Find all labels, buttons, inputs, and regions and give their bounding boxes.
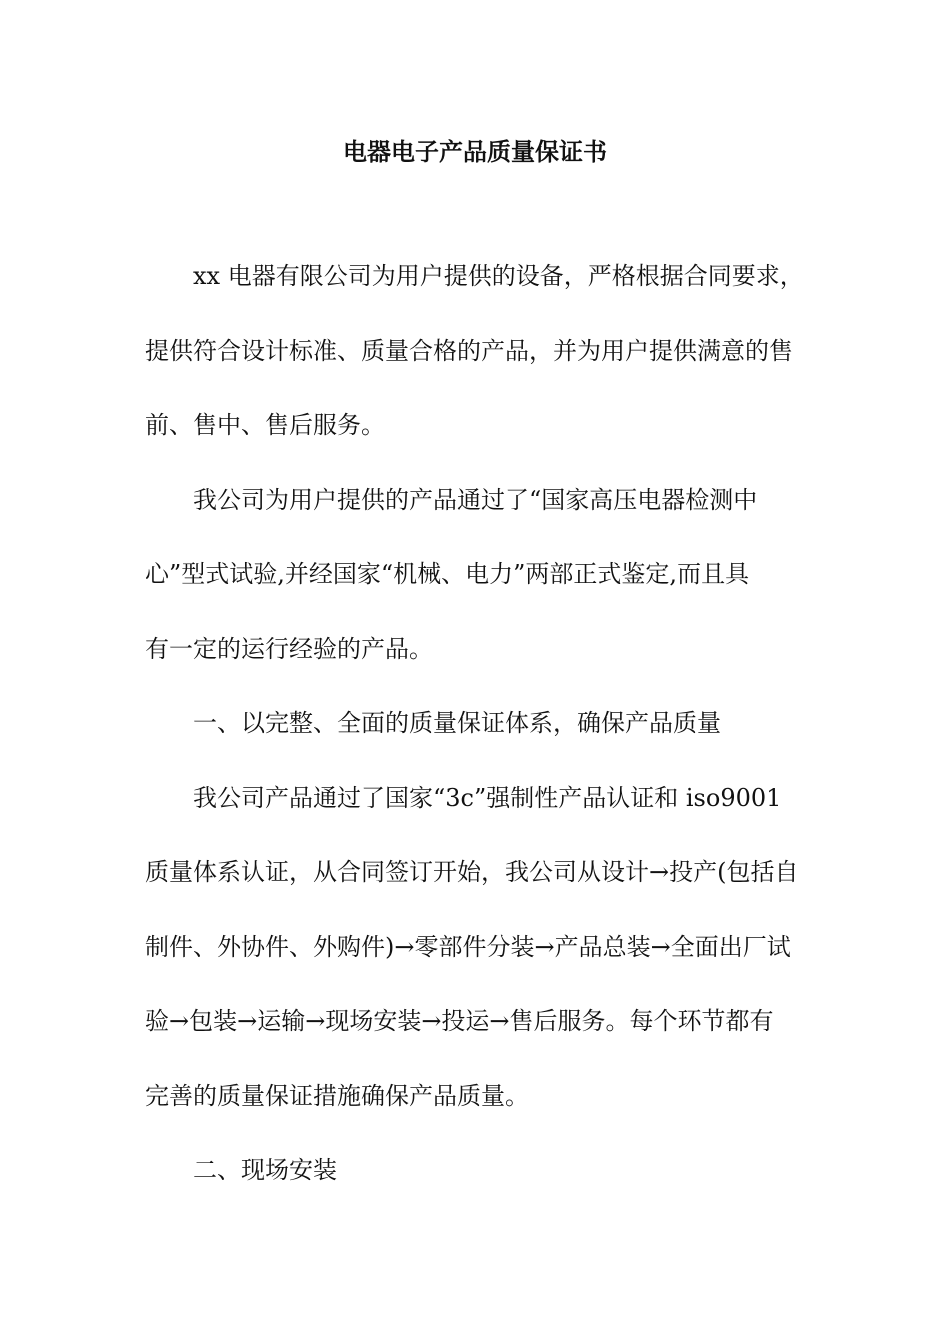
paragraph-1-line-1: xx 电器有限公司为用户提供的设备，严格根据合同要求， (193, 262, 804, 290)
paragraph-2-line-3: 有一定的运行经验的产品。 (145, 635, 433, 663)
paragraph-2-line-2: 心”型式试验,并经国家“机械、电力”两部正式鉴定,而且具 (145, 560, 750, 588)
paragraph-3-line-2: 质量体系认证，从合同签订开始，我公司从设计→投产(包括自 (145, 858, 799, 886)
paragraph-3-line-3: 制件、外协件、外购件)→零部件分装→产品总装→全面出厂试 (145, 933, 791, 961)
section-heading-2: 二、现场安装 (193, 1156, 337, 1184)
paragraph-3-line-1: 我公司产品通过了国家“3c”强制性产品认证和 iso9001 (193, 784, 782, 812)
paragraph-1-line-3: 前、售中、售后服务。 (145, 411, 385, 439)
section-heading-1: 一、以完整、全面的质量保证体系，确保产品质量 (193, 709, 721, 737)
paragraph-1-line-2: 提供符合设计标准、质量合格的产品，并为用户提供满意的售 (145, 337, 793, 365)
paragraph-3-line-4: 验→包装→运输→现场安装→投运→售后服务。每个环节都有 (145, 1007, 774, 1035)
paragraph-2-line-1: 我公司为用户提供的产品通过了“国家高压电器检测中 (193, 486, 758, 514)
document-title: 电器电子产品质量保证书 (343, 138, 607, 166)
paragraph-3-line-5: 完善的质量保证措施确保产品质量。 (145, 1082, 529, 1110)
